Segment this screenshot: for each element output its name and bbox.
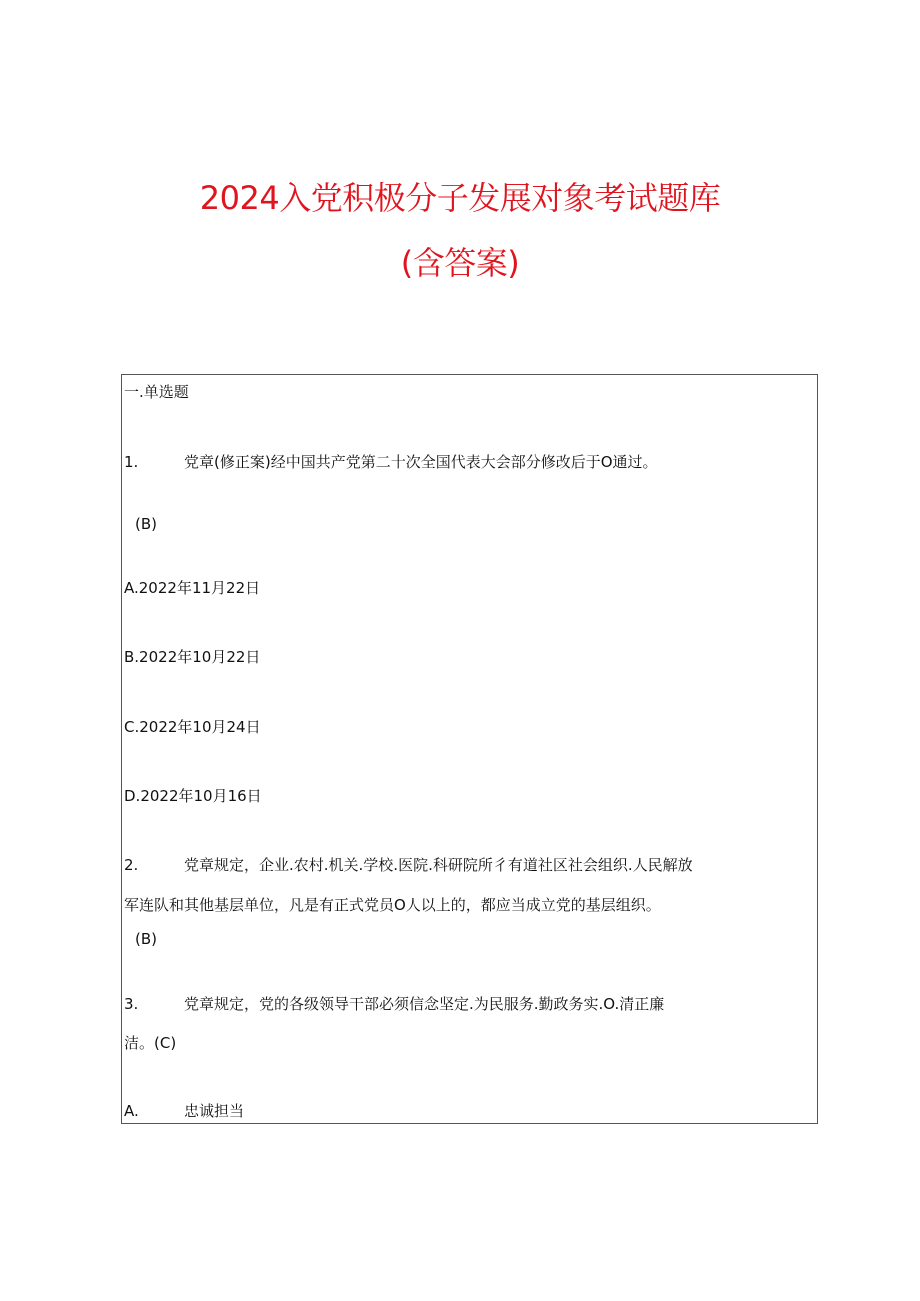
question-1-option-c: C.2022年10月24日 — [124, 718, 261, 736]
document-title: 2024入党积极分子发展对象考试题库 — [199, 179, 721, 217]
question-2-text-line2: 军连队和其他基层单位，凡是有正式党员O人以上的，都应当成立党的基层组织。 — [124, 896, 661, 914]
question-1-option-b: B.2022年10月22日 — [124, 648, 261, 666]
question-3-option-a-label: A. — [124, 1102, 139, 1120]
question-2-text-line1: 党章规定，企业.农村.机关.学校.医院.科研院所彳有道社区社会组织.人民解放 — [184, 856, 693, 874]
question-3-text-line2: 洁。(C) — [124, 1034, 177, 1052]
document-subtitle: (含答案) — [400, 244, 520, 282]
question-1-option-d: D.2022年10月16日 — [124, 787, 262, 805]
question-1-answer: (B) — [135, 515, 157, 533]
question-1-number: 1. — [124, 453, 139, 471]
question-2-number: 2. — [124, 856, 139, 874]
question-box — [121, 374, 818, 1124]
question-3-text-line1: 党章规定，党的各级领导干部必须信念坚定.为民服务.勤政务实.O.清正廉 — [184, 995, 665, 1013]
question-3-option-a-text: 忠诚担当 — [184, 1102, 245, 1120]
question-1-option-a: A.2022年11月22日 — [124, 579, 261, 597]
question-3-number: 3. — [124, 995, 139, 1013]
question-1-text: 党章(修正案)经中国共产党第二十次全国代表大会部分修改后于O通过。 — [184, 453, 658, 471]
section-heading: 一.单选题 — [124, 383, 189, 401]
question-2-answer: (B) — [135, 930, 157, 948]
